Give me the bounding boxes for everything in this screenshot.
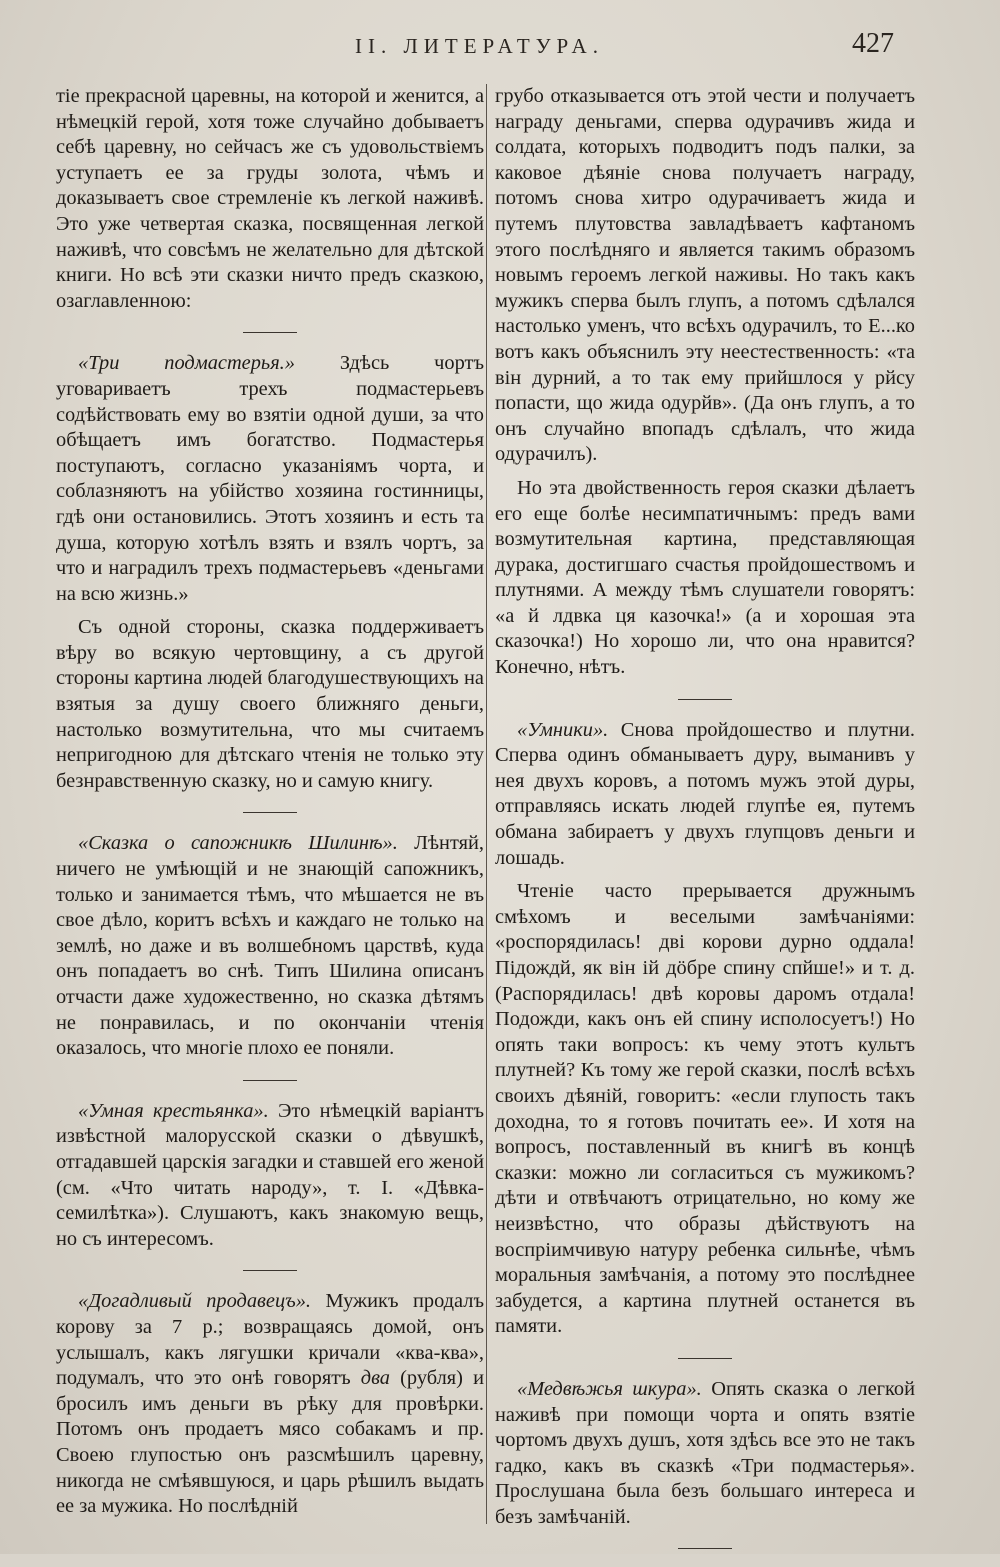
story-review-wise-men: «Умники». Снова пройдошество и плутни. Сперва одинъ обманываетъ дуру, выманивъ у нея двухъ коровъ, а потомъ мужъ этой дуры, отправляясь искать людей глупѣе ея, путемъ обмана забираетъ у двухъ глупцовъ деньги и лошадь. (495, 718, 915, 869)
paragraph: тіе прекрасной царевны, на которой и женится, а нѣмецкій герой, хотя тоже случайно добываетъ себѣ царевну, но сейчасъ же съ удовольствіемъ уступаетъ ее за груды золота, чѣмъ и доказываетъ свое стремленіе къ легкой наживѣ. Это уже четвертая сказка, посвященная легкой наживѣ, что совсѣмъ не желательно для дѣтской книги. Но всѣ эти сказки ничто предъ сказкою, озаглавленною: (56, 85, 484, 312)
section-divider (678, 699, 732, 700)
left-column (56, 84, 484, 1520)
page-header (0, 28, 1000, 64)
section-divider (243, 332, 297, 333)
story-review-three-apprentices: «Три подмастерья.» Здѣсь чортъ уговариваетъ трехъ подмастерьевъ содѣйствовать ему во взятіи одной души, за что обѣщаетъ имъ богатство. Подмастерья поступаютъ, согласно указаніямъ чорта, и соблазняютъ на убійство хозяина гостинницы, гдѣ они остановились. Этотъ хозяинъ и есть та душа, которую хотѣлъ взять и взялъ чортъ, за что и наградилъ трехъ подмастерьевъ «деньгами на всю жизнь.» (56, 352, 485, 605)
section-divider (243, 1270, 297, 1271)
story-title: «Сказка о сапожникѣ Шилинѣ». (78, 832, 398, 855)
story-title: «Медвѣжья шкура». (517, 1377, 702, 1400)
running-head: II. ЛИТЕРАТУРА. (355, 34, 604, 58)
right-column (495, 84, 915, 1567)
story-title: «Три подмастерья.» (78, 352, 295, 375)
story-title: «Умники». (517, 718, 609, 741)
story-title: «Умная крестьянка». (78, 1099, 269, 1122)
story-review-clever-peasant: «Умная крестьянка». Это нѣмецкій варіантъ извѣстной малорусской сказки о дѣвушкѣ, отгадавшей царскія загадки и ставшей его женой (см. «Что читать народу», т. I. «Дѣвка-семилѣтка»). Слушаютъ, какъ знакомую вещь, но съ интересомъ. (56, 1099, 484, 1250)
section-divider (243, 1080, 297, 1081)
section-divider (243, 812, 297, 813)
paragraph: грубо отказывается отъ этой чести и получаетъ награду деньгами, сперва одурачивъ жида и солдата, которыхъ подводитъ подъ палки, за каковое дѣяніе снова получаетъ награду, потомъ снова хитро одурачиваетъ жида и путемъ плутовства завладѣваетъ кафтаномъ этого послѣдняго и является такимъ образомъ новымъ героемъ легкой наживы. Но такъ какъ мужикъ сперва былъ глупъ, а потомъ сдѣлался настолько уменъ, что всѣхъ одурачилъ, то Е...ко вотъ какъ объяснилъ эту неестественность: «та він дурний, а то так ему прийшлося у рйсу попасти, що жида одурйв». (Да онъ глупъ, а то онъ случайно впопадъ сдѣлалъ, что жида одурачилъ). (495, 85, 915, 466)
page-number: 427 (852, 28, 894, 59)
section-divider (678, 1358, 732, 1359)
story-title: «Догадливый продавецъ». (78, 1290, 312, 1313)
paragraph: Чтеніе часто прерывается дружнымъ смѣхомъ и веселыми замѣчаніями: «роспорядилась! дві корови дурно оддала! Підождй, як він ій дӧбре спину спйше!» и т. д. (Распорядилась! двѣ коровы даромъ отдала! Подожди, какъ онъ ей спину исполосуетъ!) Но опять таки вопросъ: къ чему этотъ культъ плутней? Къ тому же герой сказки, послѣ всѣхъ своихъ дѣяній, говоритъ: «если глупость такъ доходна, то я готовъ почитать ее». И хотя на вопросъ, поставленный въ книгѣ въ концѣ сказки: можно ли согласиться съ мужикомъ? дѣти и отвѣчаютъ отрицательно, но кому же неизвѣстно, что образы дѣйствуютъ на воспріимчивую натуру ребенка сильнѣе, чѣмъ моральныя замѣчанія, а потому это послѣднее забудется, а картина плутней останется въ памяти. (495, 880, 915, 1338)
section-divider (678, 1548, 732, 1549)
column-rule (486, 84, 487, 1524)
paragraph: Но эта двойственность героя сказки дѣлаетъ его еще болѣе несимпатичнымъ: предъ вами возмутительная картина, представляющая дурака, достигшаго счастья пройдошествомъ и плутнями. А между тѣмъ слушатели говорятъ: «а й лдвка ця казочка!» (а и хорошая эта сказочка!) Но хорошо ли, что она нравится? Конечно, нѣтъ. (495, 476, 915, 679)
story-review-bearskin: «Медвѣжья шкура». Опять сказка о легкой наживѣ при помощи чорта и опять взятіе чортомъ двухъ душъ, хотя здѣсь все это не такъ гадко, какъ въ сказкѣ «Три подмастерья». Прослушана была безъ большаго интереса и безъ замѣчаній. (495, 1377, 915, 1528)
story-review-shilin: «Сказка о сапожникѣ Шилинѣ». Лѣнтяй, ничего не умѣющій и не знающій сапожникъ, только и занимается тѣмъ, что мѣшается не въ свое дѣло, коритъ всѣхъ и каждаго не только на землѣ, но даже и въ волшебномъ царствѣ, куда онъ попадаетъ во снѣ. Типъ Шилина описанъ отчасти даже художественно, но сказка дѣтямъ не понравилась, и по окончаніи чтенія оказалось, что многіе плохо ее поняли. (56, 832, 484, 1060)
paragraph: Съ одной стороны, сказка поддерживаетъ вѣру во всякую чертовщину, а съ другой стороны картина людей благодушествующихъ на взятыя за душу своего ближняго деньги, настолько возмутительна, что мы считаемъ непригодною для дѣтскаго чтенія не только эту безнравственную сказку, но и самую книгу. (56, 616, 484, 792)
story-review-clever-seller: «Догадливый продавецъ». Мужикъ продалъ корову за 7 р.; возвращаясь домой, онъ услышалъ, какъ лягушки кричали «ква-ква», подумалъ, что это онѣ говорятъ два (рубля) и бросилъ имъ деньги въ рѣку для провѣрки. Потомъ онъ продаетъ мясо собакамъ и пр. Своею глупостью онъ разсмѣшилъ царевну, никогда не смѣявшуюся, и царь рѣшилъ выдать ее за мужика. Но послѣдній (56, 1290, 485, 1518)
